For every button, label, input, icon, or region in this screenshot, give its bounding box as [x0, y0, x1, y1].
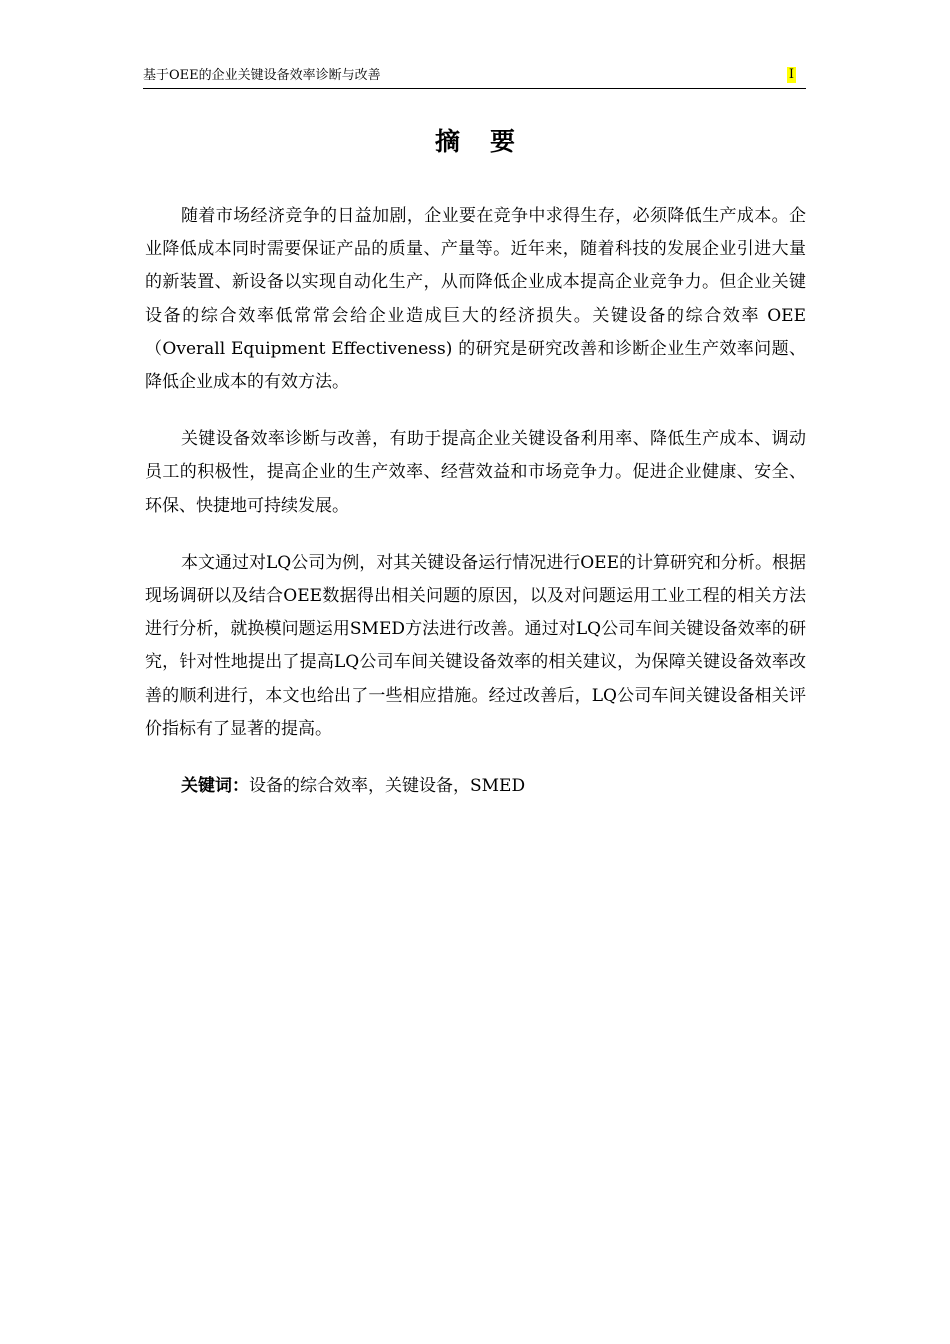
keywords-text: 设备的综合效率，关键设备，SMED — [249, 776, 526, 797]
abstract-heading: 摘要 — [434, 127, 545, 156]
header-title: 基于OEE的企业关键设备效率诊断与改善 — [143, 68, 381, 83]
abstract-paragraph-3: 本文通过对LQ公司为例，对其关键设备运行情况进行OEE的计算研究和分析。根据现场调研以及结合OEE数据得出相关问题的原因，以及对问题运用工业工程的相关方法进行分析，就换模问题运用SMED方法进行改善。通过对LQ公司车间关键设备效率的研究，针对性地提出了提高LQ公司车间关键设备效率的相关建议，为保障关键设备效率改善的顺利进行，本文也给出了一些相应措施。经过改善后，LQ公司车间关键设备相关评价指标有了显著的提高。 — [145, 552, 806, 739]
keywords-label: 关键词： — [181, 776, 249, 797]
abstract-body — [145, 200, 806, 803]
page-header — [143, 64, 806, 89]
keywords-line — [145, 770, 806, 803]
abstract-paragraph-1: 随着市场经济竞争的日益加剧，企业要在竞争中求得生存，必须降低生产成本。企业降低成本同时需要保证产品的质量、产量等。近年来，随着科技的发展企业引进大量的新装置、新设备以实现自动化生产，从而降低企业成本提高企业竞争力。但企业关键设备的综合效率低常常会给企业造成巨大的经济损失。关键设备的综合效率 OEE（Overall Equipment Effectiveness) 的研究是研究改善和诊断企业生产效率问题、降低企业成本的有效方法。 — [145, 206, 806, 393]
abstract-paragraph-2: 关键设备效率诊断与改善，有助于提高企业关键设备利用率、降低生产成本、调动员工的积极性，提高企业的生产效率、经营效益和市场竞争力。促进企业健康、安全、环保、快捷地可持续发展。 — [145, 429, 806, 516]
header-page-number: I — [788, 67, 794, 82]
